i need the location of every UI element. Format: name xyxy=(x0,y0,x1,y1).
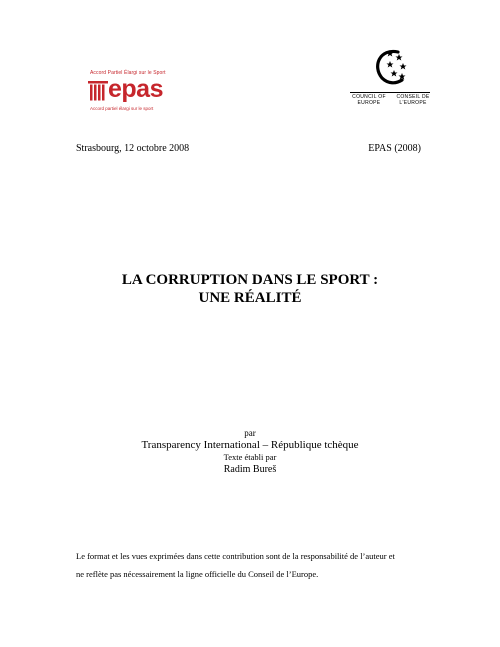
logo-divider xyxy=(350,92,430,93)
document-reference: EPAS (2008) xyxy=(368,143,421,154)
disclaimer-line-1: Le format et les vues exprimées dans cette contribution sont de la responsabilité de l’auteur et xyxy=(76,551,395,561)
disclaimer xyxy=(76,547,436,583)
author-by-label: par xyxy=(244,428,256,438)
text-by-label: Texte établi par xyxy=(223,452,277,462)
council-names xyxy=(350,94,432,106)
epas-tagline-bottom: Accord partiel élargi sur le sport xyxy=(90,106,154,111)
epas-emblem-icon xyxy=(86,78,110,102)
epas-logo xyxy=(86,70,182,114)
title-line-1: LA CORRUPTION DANS LE SPORT : xyxy=(121,272,379,288)
title-line-2: UNE RÉALITÉ xyxy=(198,290,302,306)
document-title xyxy=(0,271,500,307)
author-block xyxy=(0,428,500,476)
epas-wordmark: epas xyxy=(108,75,163,103)
place-date: Strasbourg, 12 octobre 2008 xyxy=(76,143,190,154)
council-name-fr: CONSEIL DE L'EUROPE xyxy=(396,94,430,106)
council-name-en: COUNCIL OF EUROPE xyxy=(352,94,386,106)
council-of-europe-emblem-icon xyxy=(368,46,412,90)
author-name: Radim Bureš xyxy=(223,464,277,475)
disclaimer-line-2: ne reflète pas nécessairement la ligne officielle du Conseil de l’Europe. xyxy=(76,569,319,579)
epas-tagline-top: Accord Partiel Élargi sur le Sport xyxy=(90,70,166,76)
author-organization: Transparency International – République tchèque xyxy=(141,439,359,451)
council-of-europe-logo xyxy=(348,46,432,108)
